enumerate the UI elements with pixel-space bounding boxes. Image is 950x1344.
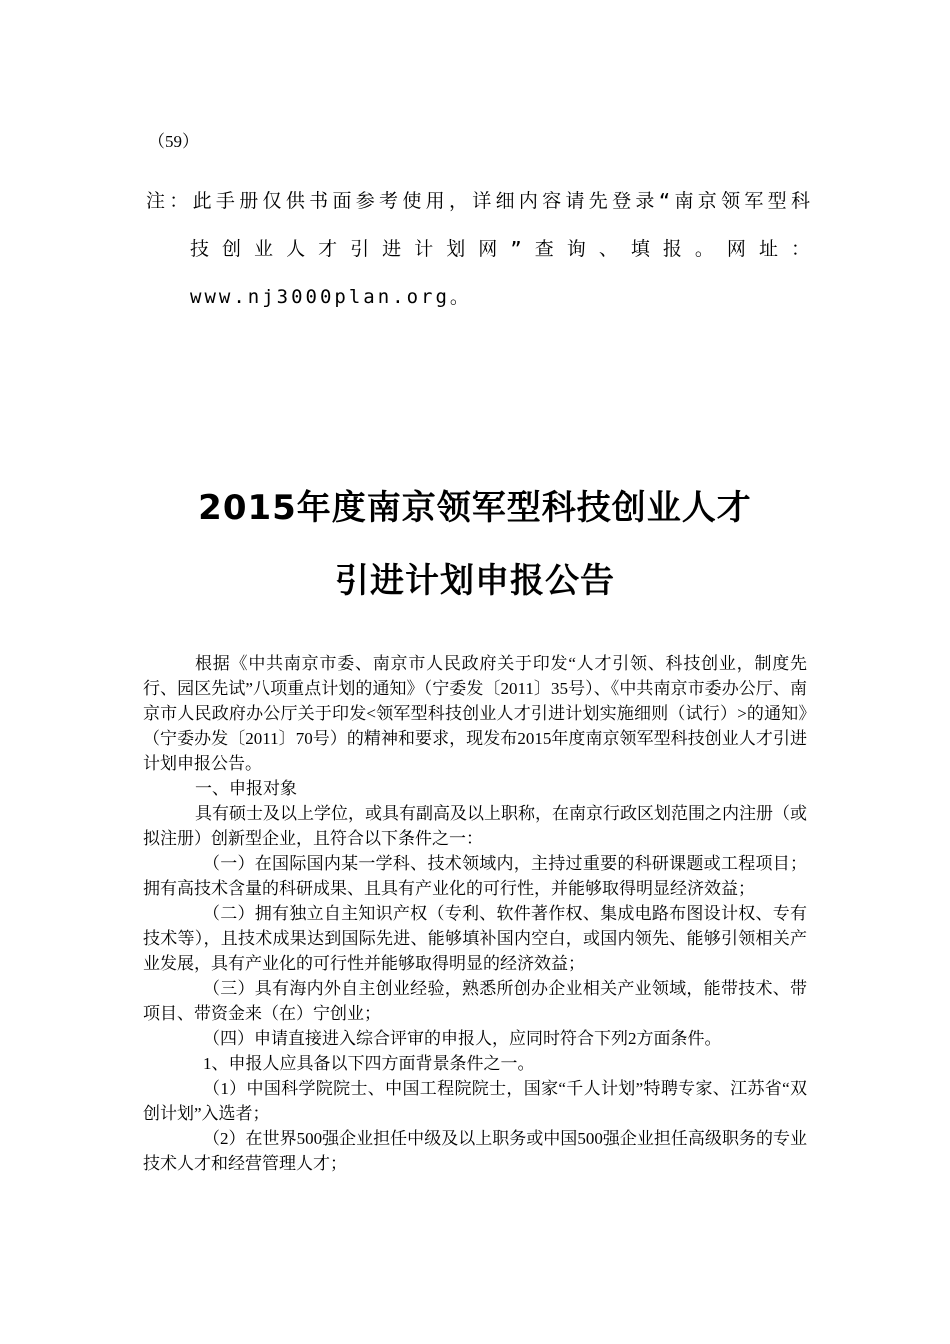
note-block (146, 186, 810, 330)
subcondition-1: 1、申报人应具备以下四方面背景条件之一。 (203, 1054, 535, 1073)
note-line-1: 注：此手册仅供书面参考使用，详细内容请先登录“南京领军型科 (146, 190, 810, 212)
page-number: （59） (148, 132, 199, 151)
condition-1: （一）在国际国内某一学科、技术领域内，主持过重要的科研课题或工程项目；拥有高技术含量的科研成果、且具有产业化的可行性，并能够取得明显经济效益； (143, 854, 807, 898)
condition-4: （四）申请直接进入综合评审的申报人，应同时符合下列2方面条件。 (203, 1029, 722, 1048)
document-title-line-1: 2015年度南京领军型科技创业人才 (198, 488, 752, 528)
condition-3: （三）具有海内外自主创业经验，熟悉所创办企业相关产业领域，能带技术、带项目、带资金来（在）宁创业； (143, 979, 807, 1023)
eligibility-paragraph: 具有硕士及以上学位，或具有副高及以上职称，在南京行政区划范围之内注册（或拟注册）创新型企业，且符合以下条件之一： (143, 804, 807, 848)
announcement-body (143, 651, 807, 1176)
intro-paragraph: 根据《中共南京市委、南京市人民政府关于印发“人才引领、科技创业，制度先行、园区先试”八项重点计划的通知》（宁委发〔2011〕35号）、《中共南京市委办公厅、南京市人民政府办公厅关于印发<领军型科技创业人才引进计划实施细则（试行）>的通知》（宁委办发〔2011〕70号）的精神和要求，现发布2015年度南京领军型科技创业人才引进计划申报公告。 (143, 654, 807, 773)
condition-2: （二）拥有独立自主知识产权（专利、软件著作权、集成电路布图设计权、专有技术等），且技术成果达到国际先进、能够填补国内空白，或国内领先、能够引领相关产业发展，具有产业化的可行性并能够取得明显的经济效益； (143, 904, 807, 973)
note-url: www.nj3000plan.org。 (190, 286, 472, 308)
subcondition-1-item-1: （1）中国科学院院士、中国工程院院士，国家“千人计划”特聘专家、江苏省“双创计划”入选者； (143, 1079, 807, 1123)
document-title-line-2: 引进计划申报公告 (335, 561, 615, 601)
subcondition-1-item-2: （2）在世界500强企业担任中级及以上职务或中国500强企业担任高级职务的专业技术人才和经营管理人才； (143, 1129, 807, 1173)
note-line-2: 技创业人才引进计划网”查询、填报。网址： (190, 238, 810, 260)
section-heading: 一、申报对象 (195, 779, 297, 798)
